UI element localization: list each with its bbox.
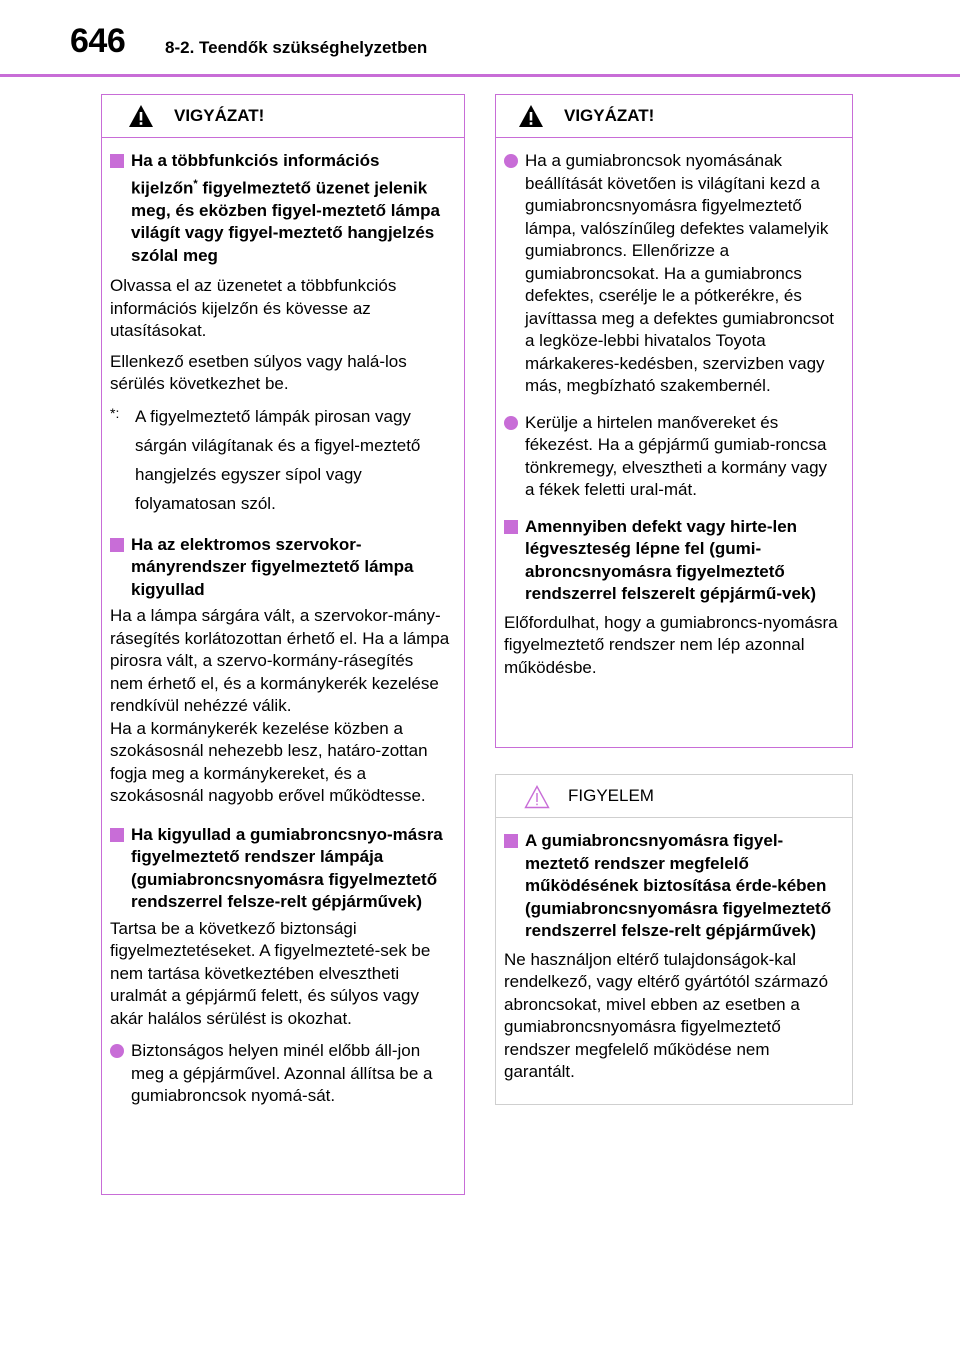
paragraph: Előfordulhat, hogy a gumiabroncs-nyomásra figyelmeztető rendszer nem lép azonnal működésbe. bbox=[504, 612, 838, 677]
section-heading: Ha az elektromos szervokor-mányrendszer figyelmeztető lámpa kigyullad bbox=[131, 534, 414, 599]
warning-title: VIGYÁZAT! bbox=[174, 106, 265, 125]
list-item bbox=[110, 1040, 450, 1108]
warning-triangle-icon bbox=[518, 104, 544, 128]
round-bullet-icon bbox=[504, 154, 518, 168]
round-bullet-icon bbox=[504, 416, 518, 430]
square-bullet-icon bbox=[110, 154, 124, 168]
paragraph: Ne használjon eltérő tulajdonságok-kal rendelkező, vagy eltérő gyártótól származó abroncsokat, mivel ebben az esetben a gumiabroncsnyomásra figyelmeztető rendszer megfelelő működése nem garantált. bbox=[504, 949, 829, 1081]
footnote bbox=[110, 402, 450, 518]
list-item bbox=[504, 412, 838, 502]
warning-box-right bbox=[495, 94, 853, 748]
section-power-steering bbox=[110, 534, 450, 602]
page-header bbox=[0, 0, 960, 80]
section-heading: Amennyiben defekt vagy hirte-len légveszteség lépne fel (gumi-abroncsnyomásra figyelmeztető rendszerrel felszerelt gépjármű-vek) bbox=[525, 516, 817, 603]
square-bullet-icon bbox=[504, 834, 518, 848]
square-bullet-icon bbox=[110, 828, 124, 842]
paragraph: Tartsa be a következő biztonsági figyelmeztetéseket. A figyelmezteté-sek be nem tartása következtében elvesztheti uralmát a gépjármű felett, és súlyos vagy akár halálos sérülést is okozhat. bbox=[110, 918, 431, 1028]
caution-triangle-outline-icon bbox=[524, 785, 550, 809]
notice-title: FIGYELEM bbox=[568, 786, 654, 805]
warning-box-header bbox=[102, 95, 464, 138]
warning-triangle-icon bbox=[128, 104, 154, 128]
section-title: 8-2. Teendők szükséghelyzetben bbox=[165, 38, 428, 57]
warning-box-body bbox=[102, 138, 464, 1118]
bullet-text: Kerülje a hirtelen manővereket és fékezést. Ha a gépjármű gumiab-roncsa tönkremegy, elvesztheti a kormány vagy a fékek feletti ural-mát. bbox=[525, 412, 828, 499]
section-multi-info-warning bbox=[110, 150, 450, 267]
notice-box-body bbox=[496, 818, 852, 1094]
paragraph: Ha a kormánykerék kezelése közben a szokásosnál nehezebb lesz, határo-zottan fogja meg a kormánykereket, és a szokásosnál nagyobb erővel működtesse. bbox=[110, 718, 428, 806]
square-bullet-icon bbox=[110, 538, 124, 552]
warning-title: VIGYÁZAT! bbox=[564, 106, 655, 125]
page-number: 646 bbox=[70, 22, 126, 60]
warning-box-header bbox=[496, 95, 852, 138]
warning-box-body bbox=[496, 138, 852, 689]
round-bullet-icon bbox=[110, 1044, 124, 1058]
paragraph: Olvassa el az üzenetet a többfunkciós információs kijelzőn és kövesse az utasításokat. bbox=[110, 276, 397, 341]
bullet-text: Biztonságos helyen minél előbb áll-jon meg a gépjárművel. Azonnal állítsa be a gumiabroncsok nyomá-sát. bbox=[131, 1041, 433, 1106]
section-heading: Ha a többfunkciós információs kijelzőn* figyelmeztető üzenet jelenik meg, és eközben figyel-meztető lámpa világít vagy figyel-meztető hangjelzés szólal meg bbox=[131, 151, 440, 265]
footnote-text: A figyelmeztető lámpák pirosan vagy sárgán világítanak és a figyel-meztető hangjelzés egyszer sípol vagy folyamatosan szól. bbox=[135, 406, 421, 513]
section-tire-pressure-light bbox=[110, 824, 450, 914]
paragraph: Ellenkező esetben súlyos vagy halá-los sérülés következhet be. bbox=[110, 351, 407, 394]
section-sudden-deflation bbox=[504, 516, 838, 606]
notice-box-header bbox=[496, 775, 852, 818]
header-rule bbox=[0, 74, 960, 77]
section-heading: A gumiabroncsnyomásra figyel-meztető rendszer megfelelő működésének biztosítása érde-kében (gumiabroncsnyomásra figyelmeztető rendszerrel felsze-relt gépjárművek) bbox=[525, 831, 832, 940]
section-heading: Ha kigyullad a gumiabroncsnyo-másra figyelmeztető rendszer lámpája (gumiabroncsnyomásra figyelmeztető rendszerrel felsze-relt gépjárművek) bbox=[131, 824, 443, 912]
section-tpms-operation bbox=[504, 830, 838, 943]
list-item bbox=[504, 150, 838, 398]
paragraph: Ha a lámpa sárgára vált, a szervokor-mány-rásegítés korlátozottan érhető el. Ha a lámpa pirosra vált, a szervo-kormány-rásegítés nem érhető el, és a kormánykerék kezelése rendkívül nehézzé válik. bbox=[110, 606, 450, 716]
square-bullet-icon bbox=[504, 520, 518, 534]
footnote-marker: *: bbox=[110, 404, 120, 421]
notice-box bbox=[495, 774, 853, 1105]
bullet-text: Ha a gumiabroncsok nyomásának beállítását követően is világítani kezd a gumiabroncsnyomásra figyelmeztető lámpa, valószínűleg defektes valamelyik gumiabroncs. Ellenőrizze a gumiabroncsokat. Ha a gumiabroncs defektes, cserélje le a pótkerékre, és javíttassa meg a defektes gumiabroncsot a legköze-lebbi hivatalos Toyota márkakeres-kedésben, szervizben vagy más, megbízható szakembernél. bbox=[525, 151, 834, 395]
warning-box-left bbox=[101, 94, 465, 1195]
